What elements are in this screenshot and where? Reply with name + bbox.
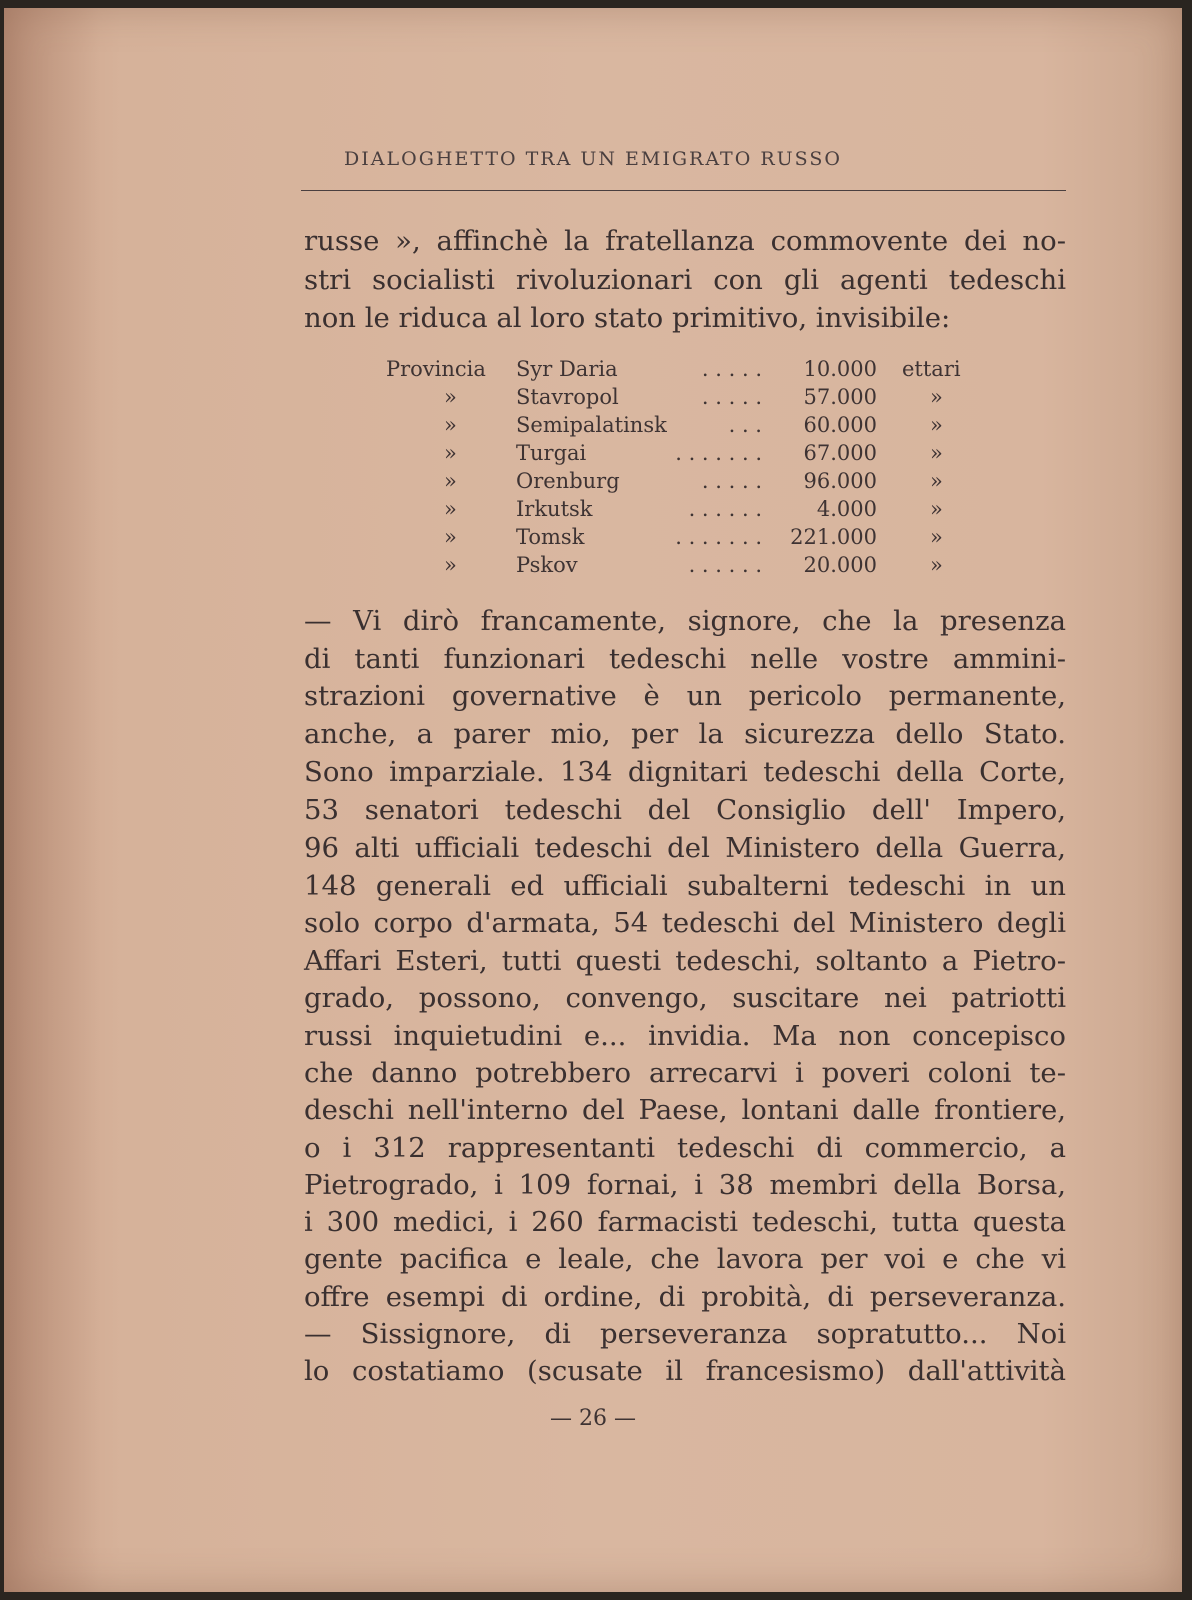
province-name: Semipalatinsk [516,413,667,437]
unit-label: » [930,525,943,549]
text-line: strazioni governative è un pericolo permanente, [304,680,1066,712]
hectares-value: 4.000 [816,497,877,521]
text-line: gente pacifica e leale, che lavora per voi e che vi [304,1243,1066,1275]
text-line: Affari Esteri, tutti questi tedeschi, soltanto a Pietro- [304,945,1066,977]
unit-label: » [930,497,943,521]
page-number: — 26 — [550,1406,636,1431]
province-name: Pskov [516,553,578,577]
hectares-value: 221.000 [790,525,877,549]
hectares-value: 20.000 [803,553,877,577]
running-head: DIALOGHETTO TRA UN EMIGRATO RUSSO [344,148,842,170]
text-line: stri socialisti rivoluzionari con gli agenti tedeschi [304,263,1066,296]
unit-label: » [930,469,943,493]
leader-dots: . . . . . [701,385,762,409]
leader-dots: . . . . . [701,357,762,381]
province-name: Irkutsk [516,497,593,521]
leader-dots: . . . . . . . [675,441,762,465]
province-name: Tomsk [516,525,585,549]
leader-dots: . . . . . . [688,553,762,577]
province-prefix: » [444,441,457,465]
province-prefix: » [444,413,457,437]
province-name: Turgai [516,441,587,465]
hectares-value: 96.000 [803,469,877,493]
text-line: 96 alti ufficiali tedeschi del Ministero della Guerra, [304,832,1066,864]
province-name: Syr Daria [516,357,618,381]
text-line: o i 312 rappresentanti tedeschi di commercio, a [304,1132,1066,1164]
text-line: deschi nell'interno del Paese, lontani dalle frontiere, [304,1094,1066,1126]
province-name: Orenburg [516,469,620,493]
text-line: russe », affinchè la fratellanza commovente dei no- [304,225,1066,257]
text-line: lo costatiamo (scusate il francesismo) dall'attività [304,1355,1066,1387]
unit-label: » [930,413,943,437]
text-line: anche, a parer mio, per la sicurezza dello Stato. [304,718,1066,750]
text-line: — Vi dirò francamente, signore, che la presenza [304,605,1066,637]
unit-label: » [930,553,943,577]
text-line: di tanti funzionari tedeschi nelle vostre ammini- [304,643,1066,675]
text-line: russi inquietudini e... invidia. Ma non concepisco [304,1020,1066,1052]
province-prefix: Provincia [386,357,486,381]
leader-dots: . . . . . . . [675,525,762,549]
province-prefix: » [444,469,457,493]
province-prefix: » [444,553,457,577]
text-line: offre esempi di ordine, di probità, di perseveranza. [304,1281,1066,1313]
text-line: — Sissignore, di perseveranza sopratutto... Noi [304,1318,1066,1350]
province-name: Stavropol [516,385,619,409]
province-prefix: » [444,525,457,549]
text-line: che danno potrebbero arrecarvi i poveri coloni te- [304,1057,1066,1089]
book-page [4,8,1182,1592]
hectares-value: 60.000 [803,413,877,437]
text-line: 148 generali ed ufficiali subalterni tedeschi in un [304,870,1066,902]
text-line: non le riduca al loro stato primitivo, invisibile: [304,302,951,334]
unit-label: » [930,441,943,465]
leader-dots: . . . [728,413,762,437]
province-prefix: » [444,385,457,409]
leader-dots: . . . . . . [688,497,762,521]
text-line: i 300 medici, i 260 farmacisti tedeschi, tutta questa [304,1206,1066,1238]
unit-label: ettari [902,357,961,381]
text-line: Pietrogrado, i 109 fornai, i 38 membri della Borsa, [304,1169,1066,1201]
text-line: 53 senatori tedeschi del Consiglio dell' Impero, [304,794,1066,826]
hectares-value: 10.000 [803,357,877,381]
text-line: Sono imparziale. 134 dignitari tedeschi della Corte, [304,756,1066,788]
header-rule [301,190,1066,191]
text-line: grado, possono, convengo, suscitare nei patriotti [304,982,1066,1014]
province-prefix: » [444,497,457,521]
hectares-value: 67.000 [803,441,877,465]
hectares-value: 57.000 [803,385,877,409]
text-line: solo corpo d'armata, 54 tedeschi del Ministero degli [304,907,1066,939]
leader-dots: . . . . . [701,469,762,493]
unit-label: » [930,385,943,409]
